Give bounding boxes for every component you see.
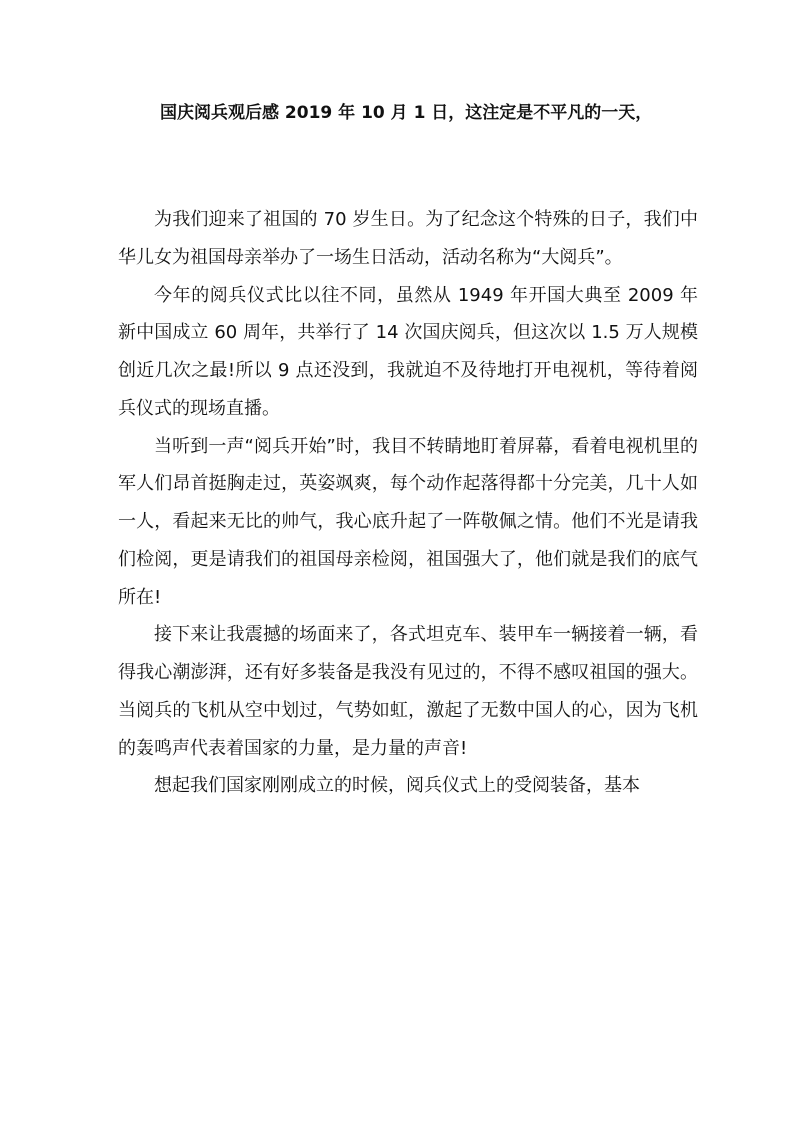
paragraph-4: 接下来让我震撼的场面来了，各式坦克车、装甲车一辆接着一辆，看得我心潮澎湃，还有好多装备是我没有见过的，不得不感叹祖国的强大。当阅兵的飞机从空中划过，气势如虹，激起了无数中国人的心，因为飞机的轰鸣声代表着国家的力量，是力量的声音! (118, 624, 698, 759)
paragraph-1: 为我们迎来了祖国的 70 岁生日。为了纪念这个特殊的日子，我们中华儿女为祖国母亲举办了一场生日活动，活动名称为“大阅兵”。 (118, 209, 698, 268)
paragraph-2: 今年的阅兵仪式比以往不同，虽然从 1949 年开国大典至 2009 年新中国成立 60 周年，共举行了 14 次国庆阅兵，但这次以 1.5 万人规模创近几次之最!所以 9 点还没到，我就迫不及待地打开电视机，等待着阅兵仪式的现场直播。 (118, 284, 698, 419)
document-title: 国庆阅兵观后感 2019 年 10 月 1 日，这注定是不平凡的一天， (160, 103, 653, 123)
document-body (118, 201, 698, 805)
paragraph-5: 想起我们国家刚刚成立的时候，阅兵仪式上的受阅装备，基本 (154, 775, 640, 797)
paragraph-3: 当听到一声“阅兵开始”时，我目不转睛地盯着屏幕，看着电视机里的军人们昂首挺胸走过，英姿飒爽，每个动作起落得都十分完美，几十人如一人，看起来无比的帅气，我心底升起了一阵敬佩之情。他们不光是请我们检阅，更是请我们的祖国母亲检阅，祖国强大了，他们就是我们的底气所在! (118, 435, 698, 608)
